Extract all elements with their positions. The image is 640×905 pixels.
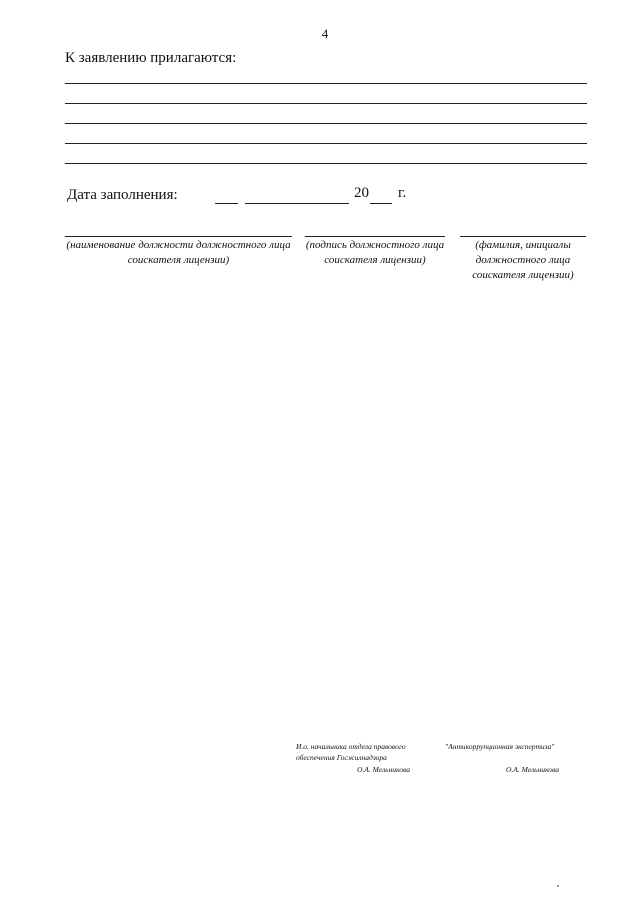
date-year-prefix: 20 xyxy=(354,185,369,201)
attachments-heading: К заявлению прилагаются: xyxy=(65,50,237,66)
approval-left-name: О.А. Мельникова xyxy=(357,765,410,774)
name-caption: (фамилия, инициалы должностного лица соискателя лицензии) xyxy=(472,239,574,281)
approval-left-title-2: обеспечения Госжилнадзора xyxy=(296,753,387,762)
attachment-line-5[interactable] xyxy=(65,163,587,164)
approval-left-title-1: И.о. начальника отдела правового xyxy=(296,742,406,751)
date-year-suffix: г. xyxy=(398,185,407,201)
attachment-line-2[interactable] xyxy=(65,103,587,104)
signature-caption: (подпись должностного лица соискателя лицензии) xyxy=(305,239,445,266)
signature-line[interactable] xyxy=(305,236,445,237)
date-month-blank[interactable] xyxy=(245,203,349,204)
date-day-blank[interactable] xyxy=(215,203,238,204)
name-signature-line[interactable] xyxy=(460,236,586,237)
date-year-blank[interactable] xyxy=(370,203,392,204)
date-label: Дата заполнения: xyxy=(67,187,178,203)
page-number: 4 xyxy=(321,26,329,41)
approval-right-name: О.А. Мельникова xyxy=(506,765,559,774)
position-signature-line[interactable] xyxy=(65,236,292,237)
attachment-line-1[interactable] xyxy=(65,83,587,84)
attachment-line-3[interactable] xyxy=(65,123,587,124)
attachment-line-4[interactable] xyxy=(65,143,587,144)
approval-right-title: "Антикоррупционная экспертиза" xyxy=(445,742,555,751)
position-caption: (наименование должности должностного лица соискателя лицензии) xyxy=(66,239,291,266)
scan-speck xyxy=(557,885,559,887)
